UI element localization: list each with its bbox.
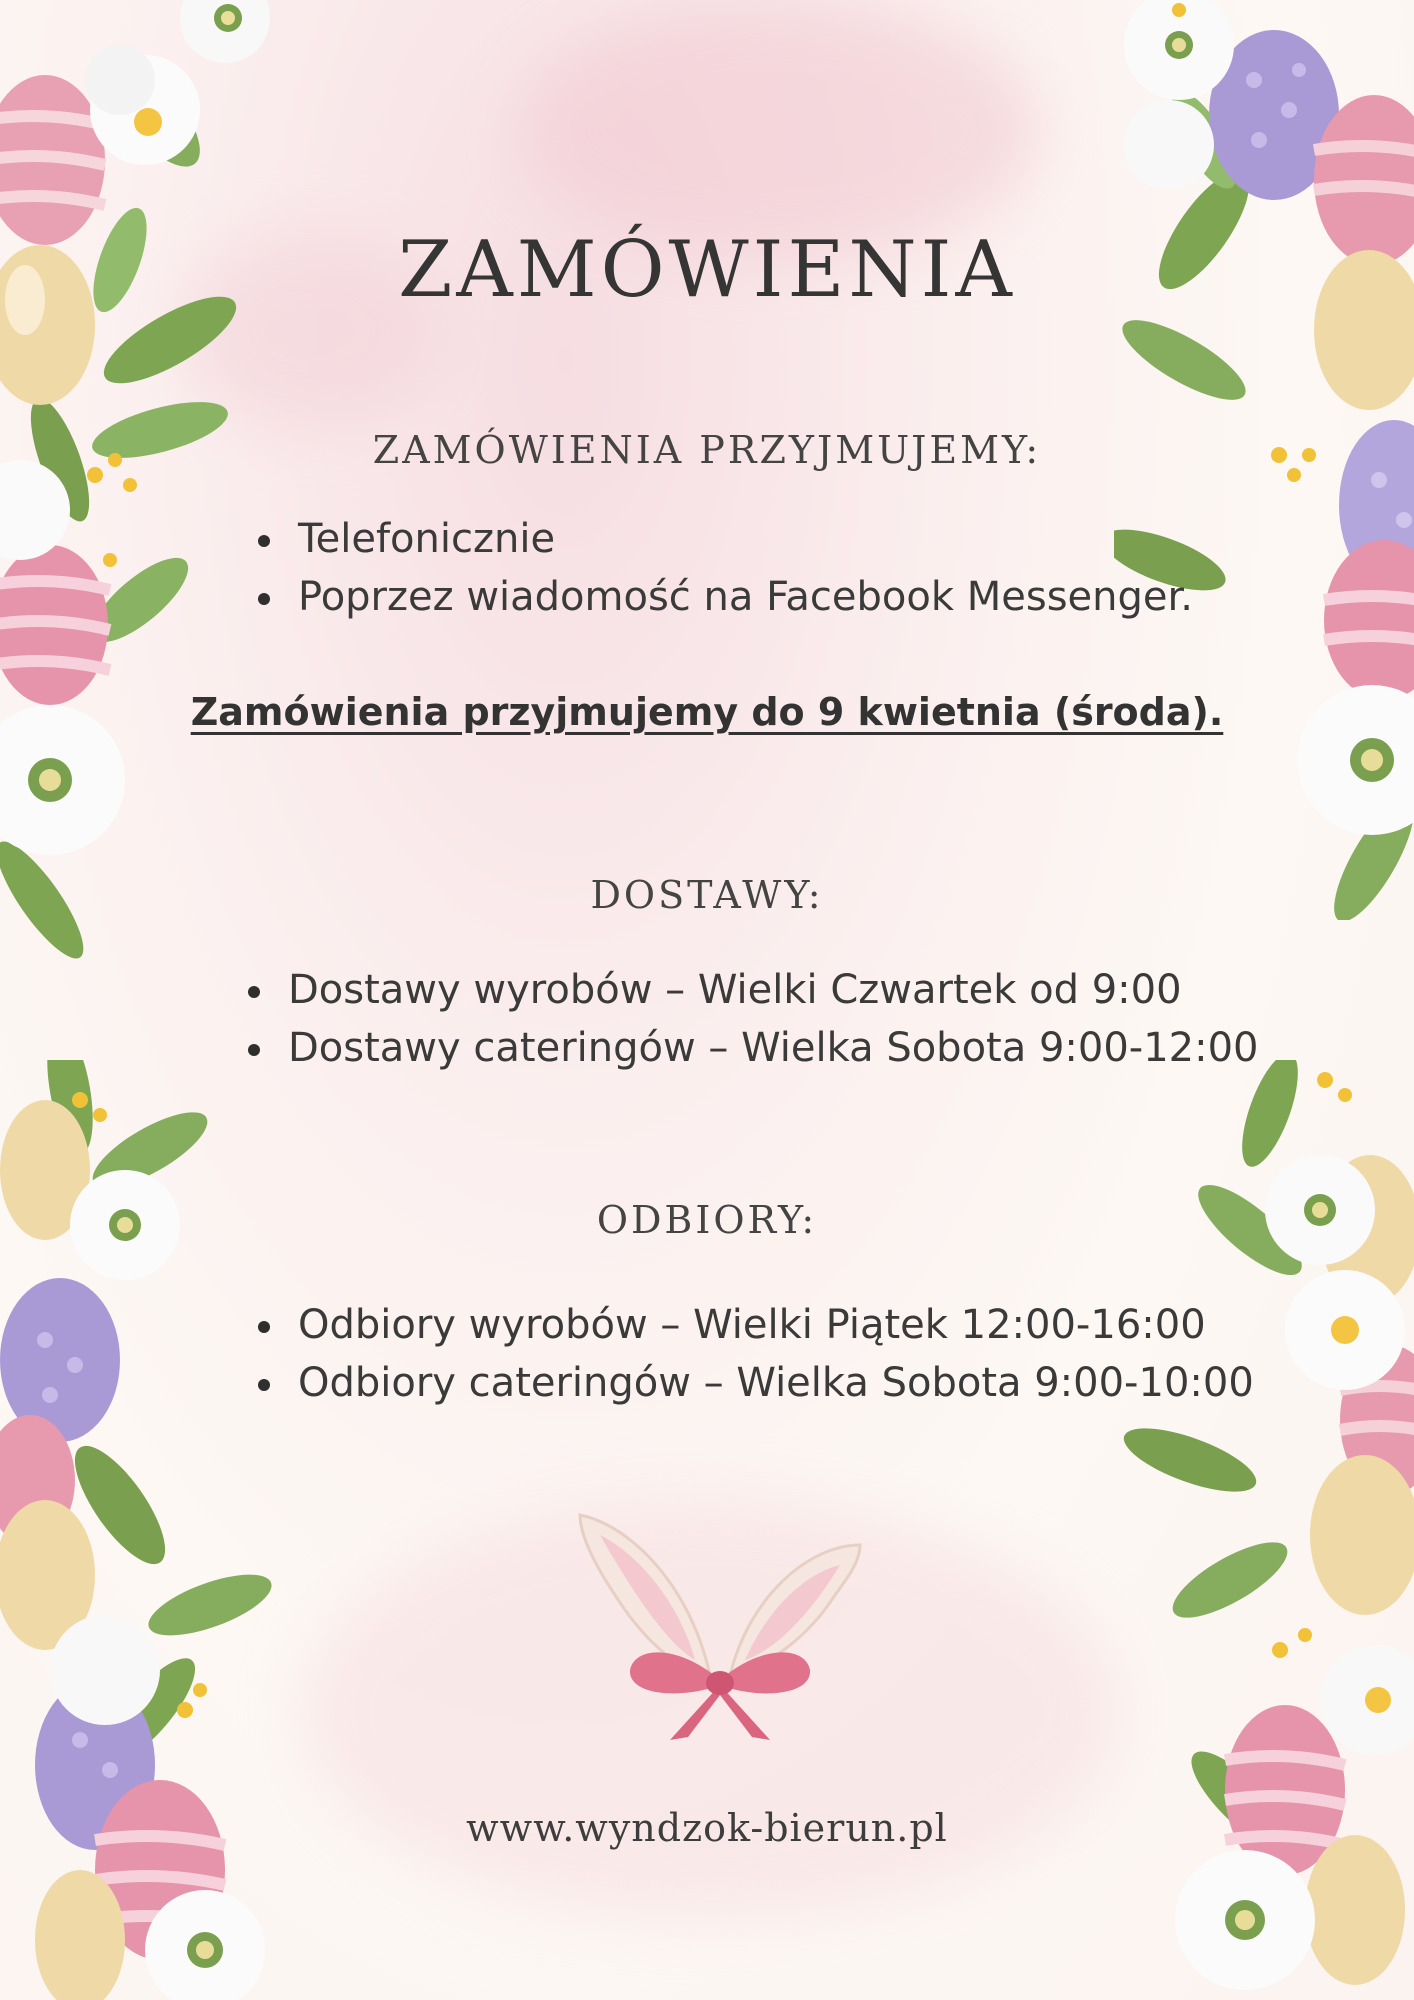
list-item: Odbiory cateringów – Wielka Sobota 9:00-10:00 xyxy=(254,1354,1254,1412)
list-item: Telefonicznie xyxy=(254,510,1193,568)
white-flower-icon xyxy=(85,0,270,165)
watercolor-wash xyxy=(520,0,1040,260)
bunny-ears-icon xyxy=(570,1505,870,1745)
list-item: Odbiory wyrobów – Wielki Piątek 12:00-16:00 xyxy=(254,1296,1254,1354)
orders-list xyxy=(254,510,1193,626)
deliveries-list xyxy=(244,961,1259,1077)
easter-egg-icon xyxy=(0,545,110,705)
pickups-list xyxy=(254,1296,1254,1412)
list-item: Poprzez wiadomość na Facebook Messenger. xyxy=(254,568,1193,626)
list-item: Dostawy cateringów – Wielka Sobota 9:00-12:00 xyxy=(244,1019,1259,1077)
page-title: ZAMÓWIENIA xyxy=(398,225,1016,315)
pickups-heading: ODBIORY: xyxy=(596,1198,818,1242)
orders-deadline: Zamówienia przyjmujemy do 9 kwietnia (środa). xyxy=(190,690,1224,734)
list-item: Dostawy wyrobów – Wielki Czwartek od 9:00 xyxy=(244,961,1259,1019)
easter-egg-icon xyxy=(0,75,105,245)
orders-heading: ZAMÓWIENIA PRZYJMUJEMY: xyxy=(372,428,1042,472)
bow-icon xyxy=(630,1652,810,1740)
deliveries-heading: DOSTAWY: xyxy=(590,873,824,917)
floral-border-left-top xyxy=(0,0,300,980)
website-link[interactable]: www.wyndzok-bierun.pl xyxy=(466,1806,948,1850)
easter-egg-icon xyxy=(1314,250,1414,700)
